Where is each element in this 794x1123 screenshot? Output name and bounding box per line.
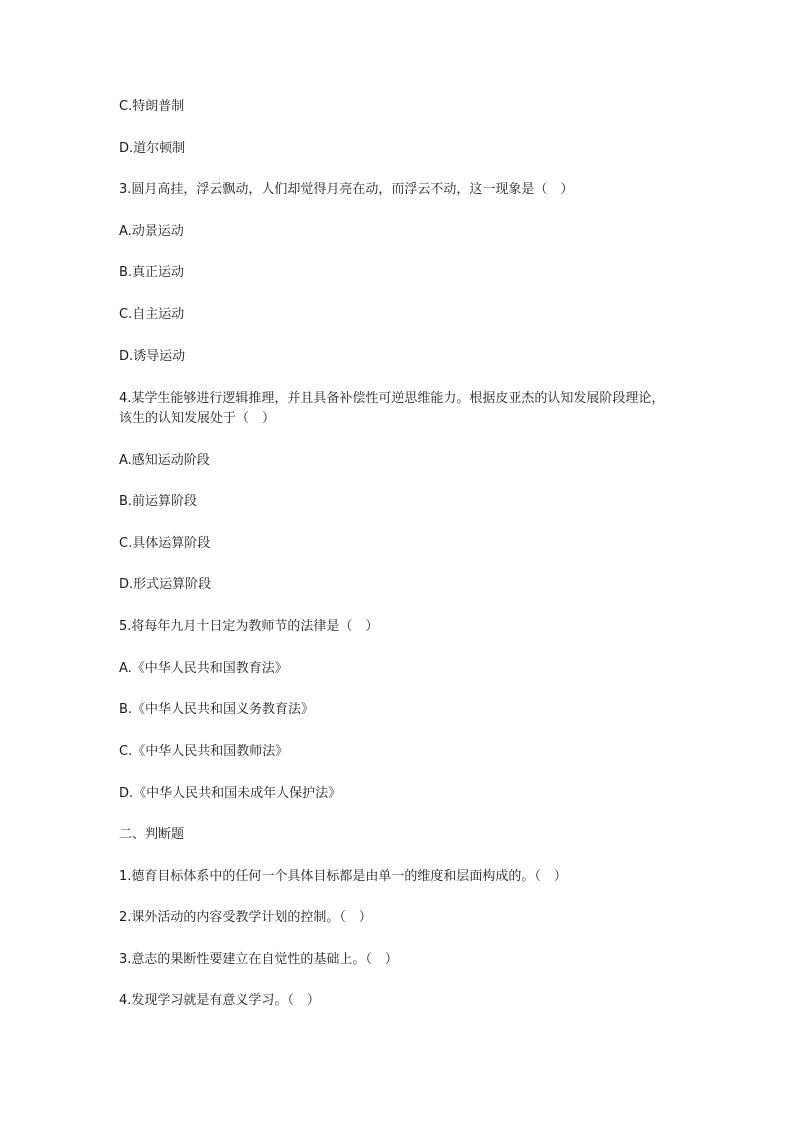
q4-option-c: C.具体运算阶段 <box>119 536 211 551</box>
q5-option-d: D.《中华人民共和国未成年人保护法》 <box>119 786 342 801</box>
question-5: 5.将每年九月十日定为教师节的法律是（ ） <box>119 619 379 634</box>
q3-option-d: D.诱导运动 <box>119 349 186 364</box>
option-c-trump-plan: C.特朗普制 <box>119 99 185 114</box>
question-3: 3.圆月高挂，浮云飘动，人们却觉得月亮在动，而浮云不动，这一现象是（ ） <box>119 182 574 197</box>
tf-question-1: 1.德育目标体系中的任何一个具体目标都是由单一的维度和层面构成的。（ ） <box>119 869 567 884</box>
tf-question-2: 2.课外活动的内容受教学计划的控制。（ ） <box>119 910 372 925</box>
question-4: 4.某学生能够进行逻辑推理，并且具备补偿性可逆思维能力。根据皮亚杰的认知发展阶段理论，该生的认知发展处于（ ） <box>119 391 665 426</box>
tf-question-3: 3.意志的果断性要建立在自觉性的基础上。（ ） <box>119 952 398 967</box>
section-heading-true-false: 二、判断题 <box>119 827 185 842</box>
tf-question-4: 4.发现学习就是有意义学习。（ ） <box>119 993 320 1008</box>
q5-option-b: B.《中华人民共和国义务教育法》 <box>119 702 315 717</box>
q4-option-a: A.感知运动阶段 <box>119 453 210 468</box>
q4-option-d: D.形式运算阶段 <box>119 577 212 592</box>
option-d-dalton-plan: D.道尔顿制 <box>119 141 186 156</box>
q3-option-c: C.自主运动 <box>119 307 185 322</box>
q4-option-b: B.前运算阶段 <box>119 494 198 509</box>
q3-option-b: B.真正运动 <box>119 265 185 280</box>
q3-option-a: A.动景运动 <box>119 224 184 239</box>
q5-option-c: C.《中华人民共和国教师法》 <box>119 744 289 759</box>
q5-option-a: A.《中华人民共和国教育法》 <box>119 661 288 676</box>
